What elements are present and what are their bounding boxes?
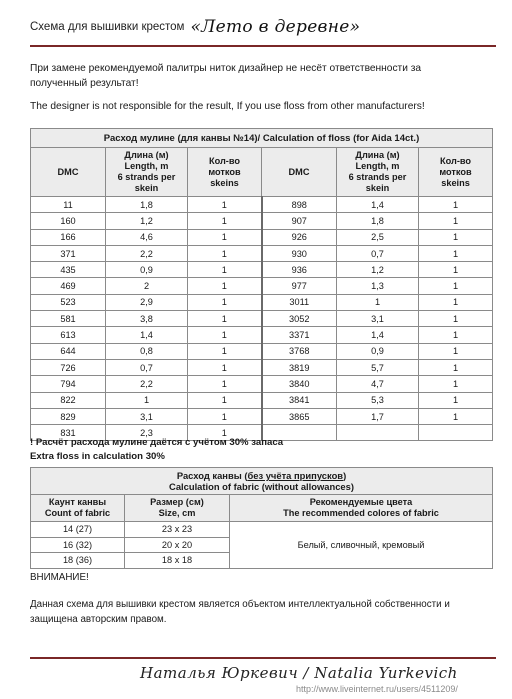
- floss-length-cell: 1,8: [106, 197, 188, 213]
- floss-skeins-cell: 1: [188, 213, 262, 229]
- floss-length-cell: 0,7: [106, 359, 188, 375]
- floss-length-cell: 1,8: [337, 213, 419, 229]
- floss-table: [30, 128, 493, 441]
- fabric-size-cell: 18 x 18: [125, 553, 230, 569]
- floss-dmc-cell: 469: [31, 278, 106, 294]
- floss-length-cell: 2,2: [106, 376, 188, 392]
- floss-length-cell: 1,3: [337, 278, 419, 294]
- floss-skeins-cell: [419, 425, 493, 441]
- floss-dmc-cell: 726: [31, 359, 106, 375]
- floss-skeins-cell: 1: [188, 262, 262, 278]
- fabric-count-cell: 18 (36): [31, 553, 125, 569]
- floss-table-row: [31, 359, 493, 375]
- floss-dmc-cell: 613: [31, 327, 106, 343]
- floss-length-cell: 2,5: [337, 229, 419, 245]
- floss-table-row: [31, 392, 493, 408]
- floss-dmc-cell: 926: [262, 229, 337, 245]
- floss-table-row: [31, 262, 493, 278]
- floss-dmc-cell: 829: [31, 408, 106, 424]
- fabric-count-cell: 16 (32): [31, 537, 125, 553]
- fabric-head-size-en: Size, cm: [158, 508, 196, 518]
- floss-dmc-cell: 3819: [262, 359, 337, 375]
- floss-skeins-cell: 1: [188, 327, 262, 343]
- floss-length-cell: 3,8: [106, 311, 188, 327]
- floss-table-row: [31, 245, 493, 261]
- floss-length-cell: 0,9: [337, 343, 419, 359]
- fabric-head-count-en: Count of fabric: [44, 508, 111, 518]
- floss-table-row: [31, 294, 493, 310]
- floss-skeins-cell: 1: [419, 213, 493, 229]
- floss-dmc-cell: 3840: [262, 376, 337, 392]
- floss-note-en: Extra floss in calculation 30%: [30, 451, 165, 462]
- floss-head-dmc: DMC: [31, 148, 106, 197]
- top-divider: [30, 45, 496, 47]
- floss-skeins-cell: 1: [188, 294, 262, 310]
- floss-length-cell: [337, 425, 419, 441]
- floss-table-row: [31, 343, 493, 359]
- floss-skeins-cell: 1: [188, 392, 262, 408]
- floss-length-cell: 2,3: [106, 425, 188, 441]
- floss-head-length-2: Длина (м) Length, m 6 strands per skein: [337, 148, 419, 197]
- floss-length-cell: 0,8: [106, 343, 188, 359]
- floss-dmc-cell: 3768: [262, 343, 337, 359]
- fabric-head-size-ru: Размер (см): [150, 497, 204, 507]
- header-title: Схема для вышивки крестом: [30, 21, 185, 33]
- disclaimer: [30, 62, 480, 124]
- floss-dmc-cell: 3841: [262, 392, 337, 408]
- floss-dmc-cell: 822: [31, 392, 106, 408]
- floss-skeins-cell: 1: [419, 245, 493, 261]
- disclaimer-en: The designer is not responsible for the result, If you use floss from other manufacturers!: [30, 101, 425, 112]
- floss-skeins-cell: 1: [419, 197, 493, 213]
- floss-table-row: [31, 408, 493, 424]
- fabric-size-cell: 23 x 23: [125, 522, 230, 538]
- floss-table-row: [31, 327, 493, 343]
- fabric-title-prefix: Расход канвы (: [176, 470, 248, 481]
- attention-label: ВНИМАНИЕ!: [30, 572, 89, 583]
- fabric-head-colors: [230, 495, 493, 522]
- floss-length-cell: 4,6: [106, 229, 188, 245]
- watermark-url: http://www.liveinternet.ru/users/4511209/: [296, 684, 458, 694]
- floss-length-cell: 4,7: [337, 376, 419, 392]
- floss-dmc-cell: 166: [31, 229, 106, 245]
- design-name: «Лето в деревне»: [190, 17, 361, 37]
- page-header: [30, 14, 490, 40]
- floss-note-ru: ! Расчёт расхода мулине даётся с учётом 30% запаса: [30, 437, 284, 448]
- floss-skeins-cell: 1: [419, 376, 493, 392]
- fabric-title-underlined: без учёта припусков: [247, 470, 344, 481]
- floss-length-cell: 1,4: [337, 327, 419, 343]
- floss-length-cell: 1: [337, 294, 419, 310]
- designer-signature: Наталья Юркевич / Natalia Yurkevich: [140, 664, 458, 682]
- fabric-table-title: [31, 468, 493, 495]
- floss-dmc-cell: 898: [262, 197, 337, 213]
- floss-table-row: [31, 229, 493, 245]
- floss-length-cell: 0,9: [106, 262, 188, 278]
- floss-dmc-cell: 794: [31, 376, 106, 392]
- floss-length-cell: 1,4: [106, 327, 188, 343]
- floss-dmc-cell: 3371: [262, 327, 337, 343]
- floss-dmc-cell: 644: [31, 343, 106, 359]
- floss-skeins-cell: 1: [419, 359, 493, 375]
- fabric-count-cell: 14 (27): [31, 522, 125, 538]
- fabric-head-colors-en: The recommended colores of fabric: [283, 508, 439, 518]
- floss-length-cell: 1,2: [337, 262, 419, 278]
- floss-skeins-cell: 1: [419, 229, 493, 245]
- floss-length-cell: 1: [106, 392, 188, 408]
- floss-length-cell: 2,2: [106, 245, 188, 261]
- floss-head-length: Длина (м) Length, m 6 strands per skein: [106, 148, 188, 197]
- floss-length-cell: 1,4: [337, 197, 419, 213]
- floss-dmc-cell: 936: [262, 262, 337, 278]
- floss-skeins-cell: 1: [419, 311, 493, 327]
- floss-length-cell: 3,1: [106, 408, 188, 424]
- floss-skeins-cell: 1: [188, 343, 262, 359]
- fabric-table: [30, 467, 493, 569]
- fabric-title-en: Calculation of fabric (without allowances): [169, 481, 354, 492]
- floss-dmc-cell: 3052: [262, 311, 337, 327]
- fabric-head-count-ru: Каунт канвы: [48, 497, 107, 507]
- floss-skeins-cell: 1: [188, 278, 262, 294]
- floss-skeins-cell: 1: [419, 327, 493, 343]
- floss-skeins-cell: 1: [419, 343, 493, 359]
- fabric-head-size: [125, 495, 230, 522]
- floss-skeins-cell: 1: [188, 229, 262, 245]
- floss-length-cell: 2: [106, 278, 188, 294]
- floss-dmc-cell: 930: [262, 245, 337, 261]
- floss-skeins-cell: 1: [188, 311, 262, 327]
- floss-skeins-cell: 1: [188, 197, 262, 213]
- floss-head-dmc-2: DMC: [262, 148, 337, 197]
- floss-dmc-cell: 160: [31, 213, 106, 229]
- floss-head-skeins: Кол-во мотков skeins: [188, 148, 262, 197]
- floss-dmc-cell: 831: [31, 425, 106, 441]
- floss-table-row: [31, 376, 493, 392]
- floss-dmc-cell: 581: [31, 311, 106, 327]
- fabric-head-count: [31, 495, 125, 522]
- floss-length-cell: 3,1: [337, 311, 419, 327]
- floss-table-row: [31, 278, 493, 294]
- floss-dmc-cell: 907: [262, 213, 337, 229]
- disclaimer-ru: При замене рекомендуемой палитры ниток дизайнер не несёт ответственности за полученный результат!: [30, 63, 422, 89]
- floss-dmc-cell: 3865: [262, 408, 337, 424]
- floss-skeins-cell: 1: [188, 408, 262, 424]
- bottom-divider: [30, 657, 496, 659]
- floss-dmc-cell: 977: [262, 278, 337, 294]
- floss-length-cell: 1,7: [337, 408, 419, 424]
- floss-length-cell: 0,7: [337, 245, 419, 261]
- floss-dmc-cell: 11: [31, 197, 106, 213]
- fabric-colors-cell: Белый, сливочный, кремовый: [230, 522, 493, 569]
- floss-table-title: Расход мулине (для канвы №14)/ Calculation of floss (for Aida 14ct.): [31, 129, 493, 148]
- floss-table-row: [31, 311, 493, 327]
- floss-skeins-cell: 1: [188, 425, 262, 441]
- floss-table-row: [31, 197, 493, 213]
- floss-skeins-cell: 1: [188, 376, 262, 392]
- floss-length-cell: 5,3: [337, 392, 419, 408]
- floss-skeins-cell: 1: [419, 262, 493, 278]
- floss-skeins-cell: 1: [419, 278, 493, 294]
- floss-note: [30, 436, 283, 464]
- fabric-title-suffix: ): [343, 470, 347, 481]
- fabric-head-colors-ru: Рекомендуемые цвета: [309, 497, 413, 507]
- floss-dmc-cell: 523: [31, 294, 106, 310]
- floss-length-cell: 5,7: [337, 359, 419, 375]
- floss-skeins-cell: 1: [419, 294, 493, 310]
- fabric-size-cell: 20 x 20: [125, 537, 230, 553]
- floss-skeins-cell: 1: [188, 245, 262, 261]
- floss-dmc-cell: 371: [31, 245, 106, 261]
- floss-skeins-cell: 1: [188, 359, 262, 375]
- floss-skeins-cell: 1: [419, 408, 493, 424]
- floss-head-skeins-2: Кол-во мотков skeins: [419, 148, 493, 197]
- floss-dmc-cell: 435: [31, 262, 106, 278]
- floss-length-cell: 1,2: [106, 213, 188, 229]
- floss-length-cell: 2,9: [106, 294, 188, 310]
- floss-table-row: [31, 213, 493, 229]
- floss-dmc-cell: 3011: [262, 294, 337, 310]
- floss-skeins-cell: 1: [419, 392, 493, 408]
- copyright-notice: Данная схема для вышивки крестом является объектом интеллектуальной собственности и защищена авторским правом.: [30, 599, 450, 625]
